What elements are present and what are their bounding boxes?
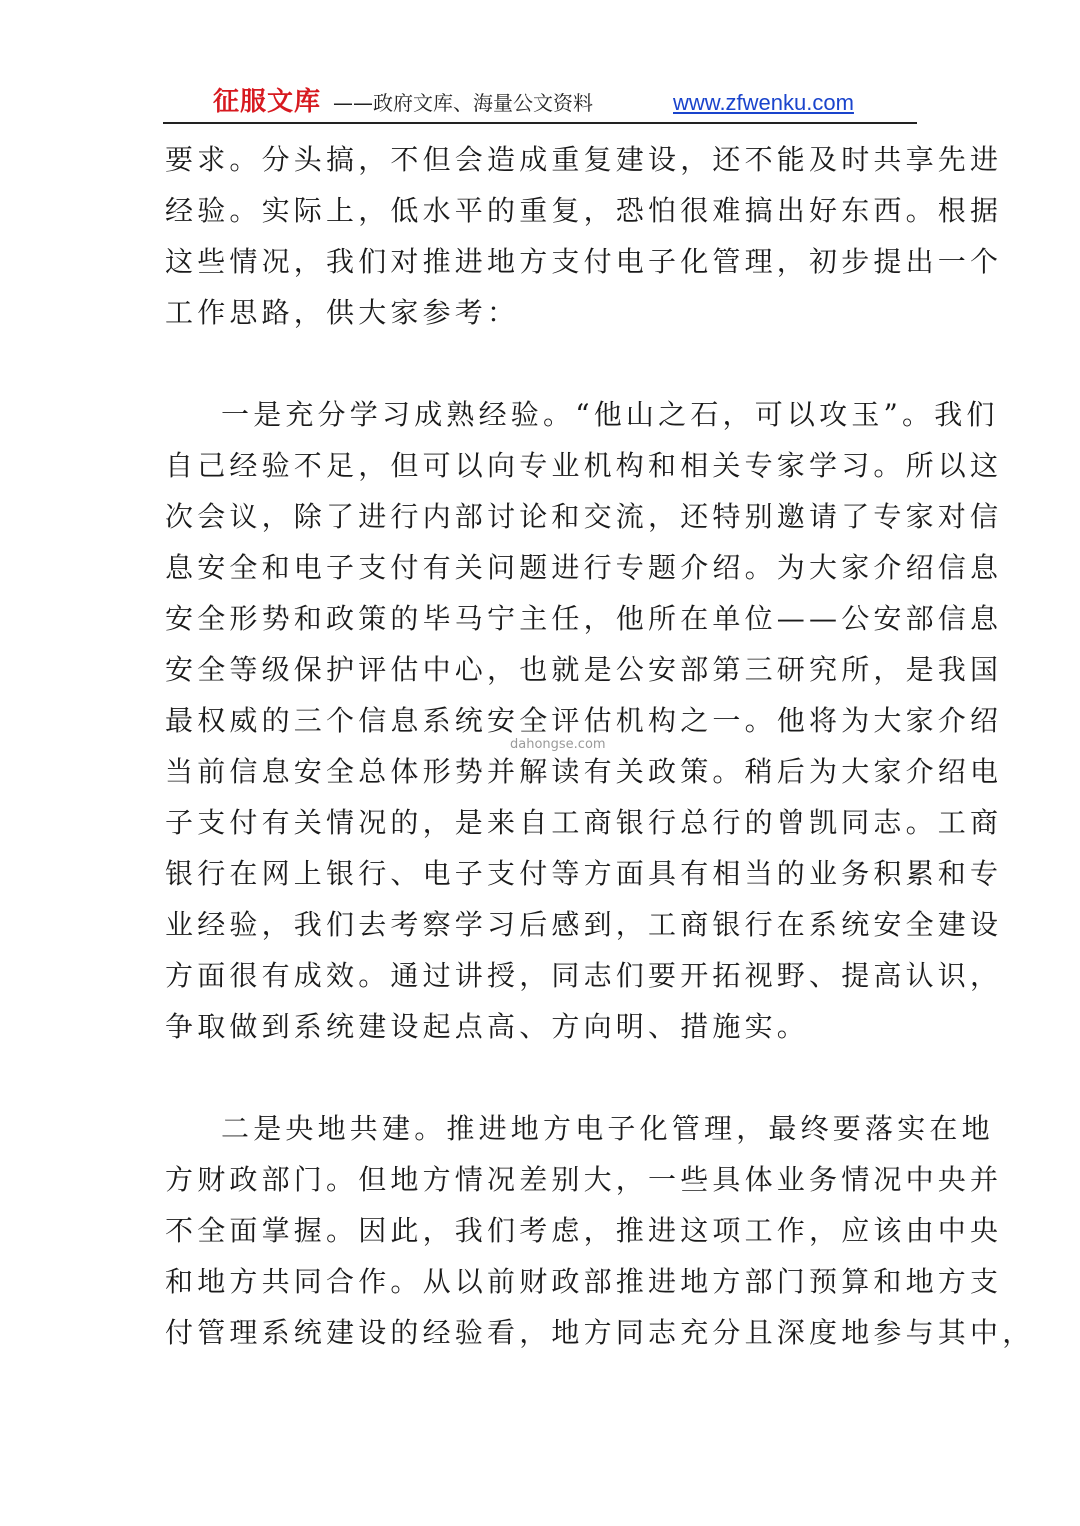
text-line: 安全形势和政策的毕马宁主任，他所在单位——公安部信息: [165, 602, 1003, 635]
text-line: 一是充分学习成熟经验。“他山之石，可以攻玉”。我们: [221, 398, 999, 431]
text-line: 自己经验不足，但可以向专业机构和相关专家学习。所以这: [165, 449, 1003, 482]
text-line: 息安全和电子支付有关问题进行专题介绍。为大家介绍信息: [165, 551, 1003, 584]
text-line: 子支付有关情况的，是来自工商银行总行的曾凯同志。工商: [165, 806, 1003, 839]
site-link[interactable]: www.zfwenku.com: [673, 90, 854, 115]
header-tagline: ——政府文库、海量公文资料: [333, 91, 593, 115]
text-line: 争取做到系统建设起点高、方向明、措施实。: [165, 1010, 810, 1043]
text-line: 要求。分头搞，不但会造成重复建设，还不能及时共享先进: [165, 143, 1003, 176]
text-line: 安全等级保护评估中心，也就是公安部第三研究所，是我国: [165, 653, 1003, 686]
text-line: 次会议，除了进行内部讨论和交流，还特别邀请了专家对信: [165, 500, 1003, 533]
text-line: 这些情况，我们对推进地方支付电子化管理，初步提出一个: [165, 245, 1003, 278]
text-line: 业经验，我们去考察学习后感到，工商银行在系统安全建设: [165, 908, 1003, 941]
text-line: 方财政部门。但地方情况差别大，一些具体业务情况中央并: [165, 1163, 1003, 1196]
text-line: 工作思路，供大家参考：: [165, 296, 520, 329]
text-line: 当前信息安全总体形势并解读有关政策。稍后为大家介绍电: [165, 755, 1003, 788]
text-line: 二是央地共建。推进地方电子化管理，最终要落实在地: [221, 1112, 994, 1145]
paragraph-gap: [165, 1052, 917, 1103]
text-line: 银行在网上银行、电子支付等方面具有相当的业务积累和专: [165, 857, 1003, 890]
text-line: 方面很有成效。通过讲授，同志们要开拓视野、提高认识，: [165, 959, 1003, 992]
text-line: 最权威的三个信息系统安全评估机构之一。他将为大家介绍: [165, 704, 1003, 737]
text-line: 和地方共同合作。从以前财政部推进地方部门预算和地方支: [165, 1265, 1003, 1298]
brand-logo-text: 征服文库: [213, 87, 322, 117]
text-line: 不全面掌握。因此，我们考虑，推进这项工作，应该由中央: [165, 1214, 1003, 1247]
watermark-text: dahongse.com: [510, 737, 606, 752]
page-header: [163, 82, 917, 124]
paragraph-gap: [165, 338, 917, 389]
text-line: 付管理系统建设的经验看，地方同志充分且深度地参与其中，: [165, 1316, 1035, 1349]
text-line: 经验。实际上，低水平的重复，恐怕很难搞出好东西。根据: [165, 194, 1003, 227]
